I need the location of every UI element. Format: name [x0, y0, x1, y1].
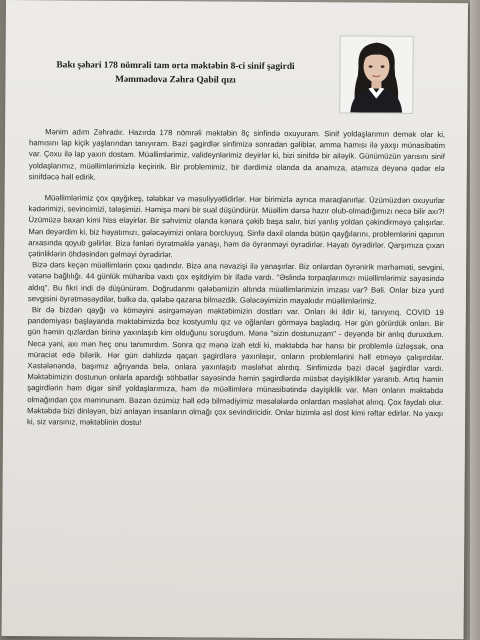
paragraph-intro: Mənim adım Zəhradır. Hazırda 178 nömrəli məktəbin 8ç sinfində oxuyuram. Sinif yoldaşlarımın demək olar ki, hamısını lap kiçik yaşlarından tanıyıram. Bəzi şagirdlər sinfimizə sonradan gəliblər, amma hamısı ilə yaxşı münasibətim var. Çoxu ilə lap yaxın dostam. Müəllimlərimiz, valideynlərimiz deyirlər ki, bizi sinifdə bir ailəyik. Günümüzün yarısını sinif yoldaşlarımız, müəllimlərimizlə keçiririk. Bir problemimiz, bir dərdimiz olanda da anamıza, atamıza deyənə qədər elə sinifdəcə həll edirik.: [28, 127, 446, 182]
book-page: [2, 0, 468, 639]
student-portrait-icon: [340, 36, 413, 113]
author-header: [25, 58, 325, 88]
page-edge: [470, 0, 480, 640]
author-school-line: Bakı şəhəri 178 nömrəli tam orta məktəbin 8-ci sinif şagirdi: [56, 60, 295, 73]
article-body: [27, 126, 445, 430]
student-portrait: [339, 35, 414, 114]
author-name-line: Məmmədova Zəhra Qabil qızı: [115, 74, 236, 86]
paragraph-school-friends: Bir də bizdən qayğı və köməyini əsirgəməyən məktəbimizin dostları var. Onları iki ildir ki, tanıyırıq. COVID 19 pandemiyası başlayanda məktəbimizdə boz kostyumlu qız və oğlanları görməyə başladıq. Hər gün görürdük onları. Bir gün həmin qızlardan birinə yaxınlaşıb kim olduğunu soruşdum. Mənə "sizin dostunuzam" - deyəndə bir anlıq duruxdum. Necə yəni, axı mən heç onu tanımırdım. Sonra qız mənə izah etdi ki, məktəbdə hər hansı bir problemlə üzləşsək, ona müraciət edə bilərik. Hər gün dəhlizdə qaçan şagirdlərə yaxınlaşır, onların problemlərini həll etməyə çalışırdılar. Xəstələnəndə, başımız ağrıyanda belə, onlara yaxınlaşıb məsləhət alırdıq. Sinfimizdə bəzi dəcəl şagirdlər vardı. Məktəbimizin dostunun onlarla apardığı söhbətlər sayəsində həmin şagirdlərdə müsbət dəyişikliklər yaranıb. Artıq həmin şagirdlərin həm digər sinif yoldaşlarımıza, həm də müəllimlərə münasibətində dəyişiklik var. Mən onların məktəbdə olmağından çox məmnunam. Bəzən özümüz həll edə bilmədiyimiz məsələlərdə onlardan məsləhət alırıq. Çox faydalı olur. Məktəbdə bizi dinləyən, bizi anlayan insanların olmağı çox sevindiricidir. Onlar bizimlə əsl dost kimi rəftar edirlər. Nə yaxşı ki, siz varsınız, məktəblinin dostu!: [27, 305, 444, 428]
paragraph-women-teachers: Bizə dərs keçən müəllimlərin çoxu qadındır. Bizə ana nəvazişi ilə yanaşırlar. Biz onlardan öyrənirik mərhəməti, sevgini, vətənə bağlılığı. 44 günlük müharibə vaxtı çox eşitdiyim bir ifadə vardı. "Əslində torpaqlarımızı müəllimlərimiz sayəsində aldıq". Bu fikri indi də düşünürəm. Doğrudanmı qələbəmizin altında müəllimlərimizin imzası var? Bəli. Onlar bizə yurd sevgisini öyrətməsəydilər, bəlkə də, qələbə qazana bilməzdik. Gələcəyimizin mayakıdır müəllimlərimiz.: [27, 260, 445, 306]
paragraph-teachers: Müəllimlərimiz çox qayğıkeş, tələbkar və məsuliyyətlidirlər. Hər birimizlə ayrıca maraqlanırlar. Üzümüzdən oxuyurlar kədərimizi, sevincimizi, tələşimizi. Həmişə məni bir sual düşündürür. Müəllim dərsə hazır olub-olmadığımızı necə bilir axı?! Üzümüzə baxan kimi hiss eləyirlər. Bir səhvimiz olanda kənara çəkib başa salır, bizi yanlış yoldan çəkindirməyə çalışırlar. Mən deyərdim ki, biz həyatımızı, gələcəyimizi onlara borcluyuq. Sinfə daxil olanda bütün qayğılarını, problemlərini qapının arxasında qoyub gəlirlər. Bizə fənləri öyrətməklə yanaşı, həm də öyrənməyi öyrədirlər. Həyatı öyrədirlər. Qarşımıza çıxan çətinliklərin öhdəsindən gəlməyi öyrədirlər.: [28, 193, 445, 260]
